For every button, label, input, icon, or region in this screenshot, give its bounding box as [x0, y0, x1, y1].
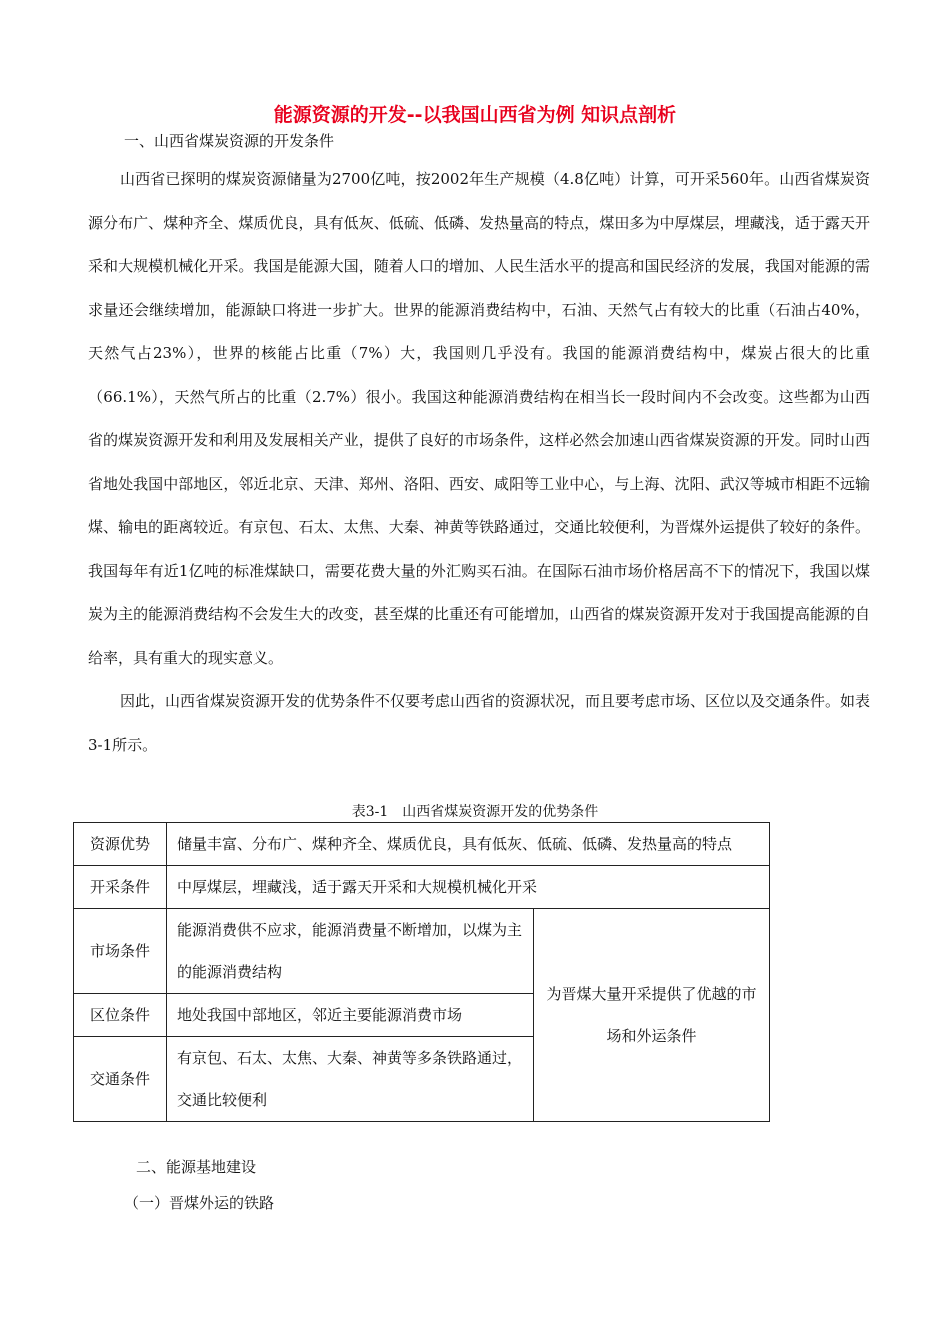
section-heading-2: 二、能源基地建设 — [136, 1158, 257, 1176]
conditions-table — [73, 822, 770, 1122]
row-content: 储量丰富、分布广、煤种齐全、煤质优良，具有低灰、低硫、低磷、发热量高的特点 — [167, 823, 770, 866]
row-label: 区位条件 — [74, 994, 167, 1037]
row-content: 有京包、石太、太焦、大秦、神黄等多条铁路通过，交通比较便利 — [167, 1037, 534, 1122]
merged-note: 为晋煤大量开采提供了优越的市场和外运条件 — [534, 909, 770, 1122]
document-title: 能源资源的开发--以我国山西省为例 知识点剖析 — [273, 104, 677, 126]
section-heading-1: 一、山西省煤炭资源的开发条件 — [124, 132, 335, 150]
table-row — [74, 909, 770, 994]
row-content: 能源消费供不应求，能源消费量不断增加，以煤为主的能源消费结构 — [167, 909, 534, 994]
row-label: 资源优势 — [74, 823, 167, 866]
table-caption: 表3-1 山西省煤炭资源开发的优势条件 — [351, 804, 599, 820]
row-label: 开采条件 — [74, 866, 167, 909]
row-label: 市场条件 — [74, 909, 167, 994]
body-text — [88, 158, 870, 767]
row-content: 地处我国中部地区，邻近主要能源消费市场 — [167, 994, 534, 1037]
row-content: 中厚煤层，埋藏浅，适于露天开采和大规模机械化开采 — [167, 866, 770, 909]
table-row — [74, 823, 770, 866]
table-row — [74, 866, 770, 909]
paragraph-1: 山西省已探明的煤炭资源储量为2700亿吨，按2002年生产规模（4.8亿吨）计算，可开采560年。山西省煤炭资源分布广、煤种齐全、煤质优良，具有低灰、低硫、低磷、发热量高的特点，煤田多为中厚煤层，埋藏浅，适于露天开采和大规模机械化开采。我国是能源大国，随着人口的增加、人民生活水平的提高和国民经济的发展，我国对能源的需求量还会继续增加，能源缺口将进一步扩大。世界的能源消费结构中，石油、天然气占有较大的比重（石油占40%，天然气占23%），世界的核能占比重（7%）大，我国则几乎没有。我国的能源消费结构中，煤炭占很大的比重（66.1%），天然气所占的比重（2.7%）很小。我国这种能源消费结构在相当长一段时间内不会改变。这些都为山西省的煤炭资源开发和利用及发展相关产业，提供了良好的市场条件，这样必然会加速山西省煤炭资源的开发。同时山西省地处我国中部地区，邻近北京、天津、郑州、洛阳、西安、咸阳等工业中心，与上海、沈阳、武汉等城市相距不远输煤、输电的距离较近。有京包、石太、太焦、大秦、神黄等铁路通过，交通比较便利，为晋煤外运提供了较好的条件。我国每年有近1亿吨的标准煤缺口，需要花费大量的外汇购买石油。在国际石油市场价格居高不下的情况下，我国以煤炭为主的能源消费结构不会发生大的改变，甚至煤的比重还有可能增加，山西省的煤炭资源开发对于我国提高能源的自给率，具有重大的现实意义。 — [88, 170, 870, 667]
paragraph-2: 因此，山西省煤炭资源开发的优势条件不仅要考虑山西省的资源状况，而且要考虑市场、区位以及交通条件。如表3-1所示。 — [88, 692, 871, 754]
subsection-heading: （一）晋煤外运的铁路 — [124, 1194, 275, 1212]
row-label: 交通条件 — [74, 1037, 167, 1122]
